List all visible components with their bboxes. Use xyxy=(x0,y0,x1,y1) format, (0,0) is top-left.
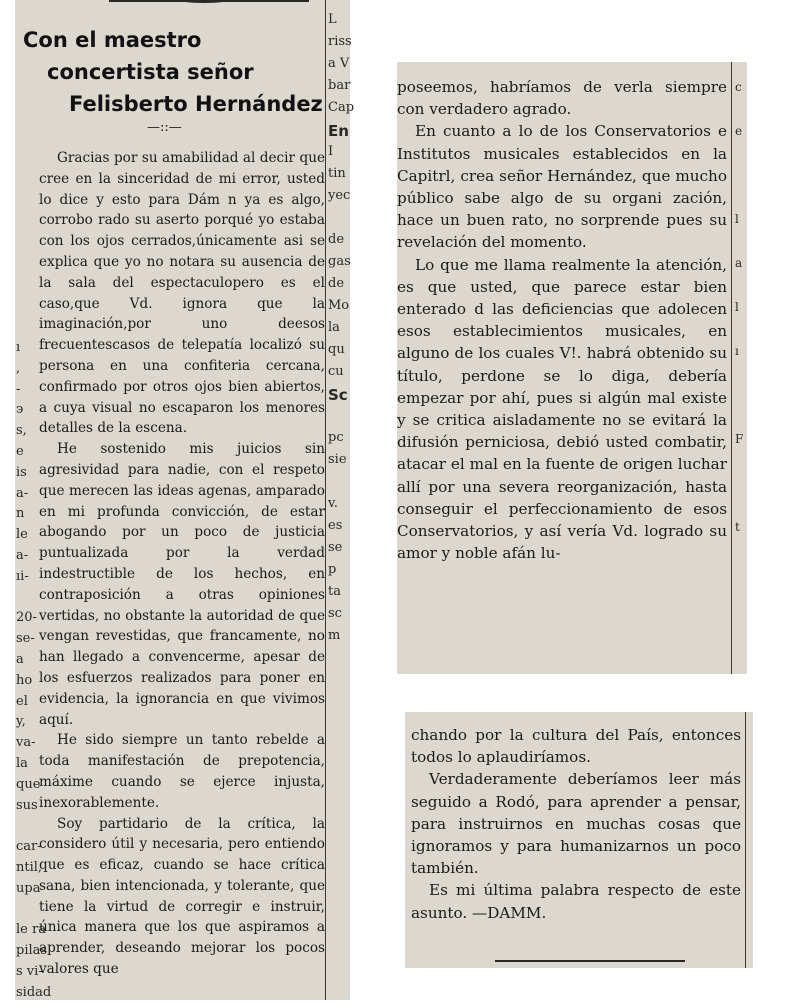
text-fragment: I xyxy=(328,144,334,159)
top-right-clipping xyxy=(397,62,747,674)
text-fragment: sus xyxy=(16,797,38,813)
text-fragment: l xyxy=(735,212,739,226)
continuation-article xyxy=(397,76,727,564)
bottom-right-clipping xyxy=(405,712,753,968)
text-fragment: le xyxy=(16,527,28,543)
text-fragment: a- xyxy=(16,548,29,563)
paragraph: Es mi última palabra respecto de este asunto. —DAMM. xyxy=(411,881,741,922)
text-fragment: - xyxy=(16,381,21,397)
text-fragment: de xyxy=(328,232,345,247)
text-fragment: , xyxy=(16,360,21,376)
column-rule xyxy=(731,62,732,674)
left-clipping xyxy=(15,0,355,1000)
text-fragment: a xyxy=(735,256,743,270)
paragraph: Soy partidario de la crítica, la considero útil y necesaria, pero entiendo que es eficaz, cuando se hace crítica sana, bien intencionada, y tolerante, que tiene la virtud de corregir e instruir, única manera que los que aspiramos a aprender, deseando mejorar los pocos valores que xyxy=(39,815,325,978)
text-fragment: t xyxy=(735,520,740,534)
text-fragment: gas xyxy=(328,254,351,269)
headline-line-2: concertista señor xyxy=(47,60,254,84)
text-fragment xyxy=(328,474,332,489)
text-fragment: n xyxy=(16,506,25,522)
text-fragment: Cap xyxy=(328,100,355,115)
left-edge-fragments xyxy=(15,338,52,1000)
headline-line-1: Con el maestro xyxy=(23,28,202,52)
text-fragment xyxy=(328,408,332,423)
text-fragment xyxy=(328,210,332,225)
text-fragment: a xyxy=(16,652,24,667)
text-fragment: se xyxy=(328,540,343,555)
text-fragment: p xyxy=(328,562,337,577)
text-fragment: ı xyxy=(16,340,21,355)
text-fragment: ı xyxy=(735,344,739,358)
right-edge-fragments xyxy=(734,62,748,674)
text-fragment: a V xyxy=(328,56,350,71)
right-edge-fragments xyxy=(327,0,357,1000)
conclusion-body xyxy=(411,724,741,924)
text-fragment: 20- xyxy=(16,610,37,626)
text-fragment xyxy=(735,388,739,402)
paragraph: En cuanto a lo de los Conservatorios e Institutos musicales establecidos en la Capitrl, crea señor Hernández, que mucho público sabe algo de su organi zación, hace un buen rato, no sorprende pues su revelación del momento. xyxy=(397,122,727,252)
text-fragment: upa xyxy=(16,880,41,896)
paragraph: poseemos, habríamos de verla siempre con verdadero agrado. xyxy=(397,78,727,119)
text-fragment: bar xyxy=(328,78,351,93)
text-fragment: y, xyxy=(16,714,26,730)
text-fragment: s, xyxy=(16,423,27,439)
paragraph: Verdaderamente deberíamos leer más seguido a Rodó, para aprender a pensar, para instruirnos en muchas cosas que ignoramos y para humanizarnos un poco también. xyxy=(411,770,741,878)
top-ornament xyxy=(109,0,309,10)
text-fragment: car- xyxy=(16,839,42,855)
column-rule xyxy=(325,0,326,1000)
text-fragment: riss xyxy=(328,34,352,49)
text-fragment: el xyxy=(16,693,28,709)
text-fragment: a- xyxy=(16,485,29,501)
bottom-ornament xyxy=(495,960,685,968)
text-fragment xyxy=(16,816,20,837)
text-fragment: sie xyxy=(328,452,347,467)
headline-line-3: Felisberto Hernández xyxy=(69,92,323,116)
text-fragment: la xyxy=(16,756,28,771)
text-fragment: Mo xyxy=(328,298,350,313)
text-fragment: pc xyxy=(328,430,344,445)
text-fragment xyxy=(16,588,20,609)
text-fragment: c xyxy=(735,80,742,94)
paragraph: Lo que me llama realmente la atención, es que usted, que parece estar bien enterado d las deficiencias que adolecen esos establecimientos musicales, en alguno de los cuales V!. habrá obtenido su título, perdone se lo diga, debería empezar por ahí, pues si algún mal existe y se critica aisladamente no se evitará la difusión perniciosa, debió usted combatir, atacar el mal en la fuente de origen luchar allí por una severa reorganización, hasta conseguir el perfeccionamiento de esos Conservatorios, y así vería Vd. logrado su amor y noble afán lu- xyxy=(397,255,727,563)
text-fragment: cu xyxy=(328,364,344,379)
text-fragment: is xyxy=(16,464,27,480)
text-fragment: es xyxy=(328,518,343,533)
text-fragment: v. xyxy=(328,496,338,511)
headline-separator: —::— xyxy=(147,120,182,135)
continuation-body xyxy=(397,76,727,564)
text-fragment: de xyxy=(328,276,345,291)
text-fragment: F xyxy=(735,432,744,446)
text-fragment: Sc xyxy=(328,386,348,404)
paragraph: He sido siempre un tanto rebelde a toda manifestación de prepotencia, máxime cuando se ejerce injusta, inexorablemente. xyxy=(39,732,325,811)
text-fragment xyxy=(16,900,20,921)
text-fragment: s vi- xyxy=(16,964,43,979)
text-fragment: ta xyxy=(328,584,341,599)
text-fragment: m xyxy=(328,628,341,643)
paragraph: Gracias por su amabilidad al decir que cree en la sinceridad de mi error, usted lo dice y esto para Dám n ya es algo, corrobo rado su aserto porqué yo estaba con los ojos cerrados,únicamente asi se explica que yo no notara su ausencia de la sala del espectaculopero es el caso,que Vd. ignora que la imaginación,por uno deesos frecuentescasos de telepatía localizó su persona en una confiteria cercana, confirmado por otros ojos bien abiertos, a cuya visual no escaparon los menores detalles de la escena. xyxy=(39,150,325,437)
text-fragment: se- xyxy=(16,631,35,647)
text-fragment: ıi- xyxy=(16,568,29,584)
paragraph: He sostenido mis juicios sin agresividad para nadie, con el respeto que merecen las ideas agenas, amparado en mi profunda convicción, de estar abogando por un poco de justicia puntualizada por la verdad indestructible de los hechos, en contraposición a otras opiniones vertidas, no obstante la autoridad de que vengan revestidas, que francamente, no han llegado a convencerme, apesar de los esfuerzos realizados para poner en evidencia, la ignorancia en que vivimos aquí. xyxy=(39,441,325,728)
text-fragment: e xyxy=(16,444,24,459)
text-fragment xyxy=(735,476,739,490)
text-fragment: qu xyxy=(328,342,345,357)
text-fragment: L xyxy=(328,12,337,27)
text-fragment: En xyxy=(328,122,349,140)
column-rule xyxy=(745,712,746,968)
text-fragment: e xyxy=(735,124,743,138)
text-fragment: le ra xyxy=(16,922,46,938)
text-fragment: sc xyxy=(328,606,342,621)
text-fragment: pilas xyxy=(16,943,48,959)
text-fragment xyxy=(735,168,739,182)
text-fragment: э xyxy=(16,402,24,418)
conclusion-article xyxy=(411,724,741,924)
left-article-body xyxy=(39,148,325,980)
text-fragment: l xyxy=(735,300,739,314)
text-fragment: ntil, xyxy=(16,860,43,875)
text-fragment: ho xyxy=(16,672,33,688)
text-fragment: que xyxy=(16,776,41,792)
text-fragment: la xyxy=(328,320,340,335)
text-fragment: tin xyxy=(328,166,346,181)
text-fragment: va- xyxy=(16,735,36,751)
paragraph: chando por la cultura del País, entonces todos lo aplaudiríamos. xyxy=(411,726,741,767)
text-fragment: sidad xyxy=(16,984,52,1000)
text-fragment: yec xyxy=(328,188,351,203)
